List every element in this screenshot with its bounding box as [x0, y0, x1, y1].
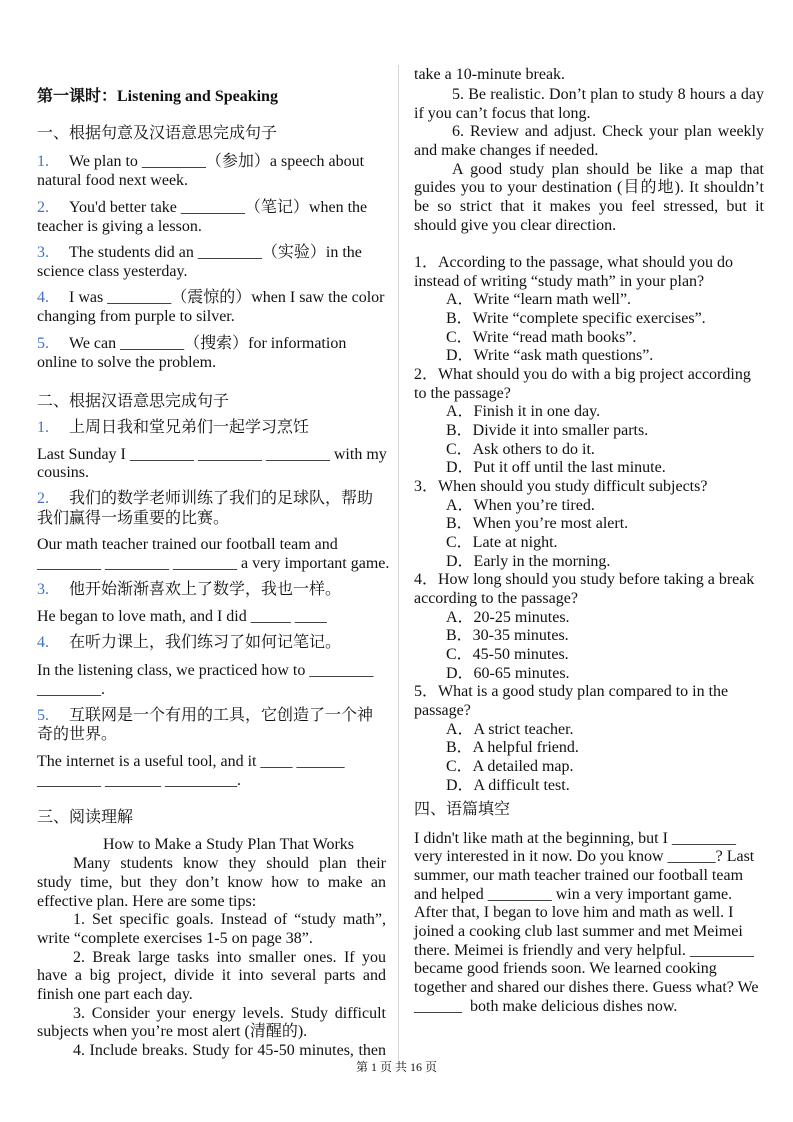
option-d[interactable]: D．Write “ask math questions”.	[446, 347, 654, 364]
passage-line: 1. Set specific goals. Instead of “study math”,	[73, 911, 386, 928]
item-text: online to solve the problem.	[37, 354, 217, 371]
item-number: 4.	[37, 289, 49, 306]
answer-line: Last Sunday I ________ ________ ________ with my	[37, 446, 387, 463]
question-stem: 2．What should you do with a big project according	[414, 366, 751, 383]
prompt-text: 我们的数学老师训练了我们的足球队，帮助	[69, 490, 374, 507]
option-c[interactable]: C．Write “read math books”.	[446, 329, 637, 346]
item-text: The students did an ________（实验）in the	[69, 244, 362, 261]
option-a[interactable]: A．Write “learn math well”.	[446, 291, 632, 308]
item-number: 4.	[37, 634, 49, 651]
exercise-item	[37, 198, 367, 217]
item-number: 3.	[37, 244, 49, 261]
passage-line: Many students know they should plan their	[73, 855, 386, 872]
question-stem: 1．According to the passage, what should you do	[414, 254, 734, 271]
item-text: You'd better take ________（笔记）when the	[69, 199, 368, 216]
passage-line: finish one part each day.	[37, 986, 193, 1003]
passage-line: should give you clear direction.	[414, 217, 617, 234]
exercise-item	[37, 152, 364, 171]
passage-line: if you can’t focus that long.	[414, 105, 591, 122]
option-c[interactable]: C．45-50 minutes.	[446, 646, 569, 663]
cloze-line: became good friends soon. We learned cooking	[414, 960, 717, 977]
passage-line: 6. Review and adjust. Check your plan weekly	[452, 123, 764, 140]
cloze-line: there. Meimei is friendly and very helpful. ________	[414, 942, 754, 959]
option-a[interactable]: A．When you’re tired.	[446, 497, 595, 514]
answer-line: ________ _______ _________.	[37, 772, 241, 789]
option-b[interactable]: B．A helpful friend.	[446, 739, 579, 756]
lesson-title: 第一课时：Listening and Speaking	[37, 88, 278, 105]
answer-line: ________ ________ ________ a very important game.	[37, 555, 390, 572]
passage-line: 2. Break large tasks into smaller ones. If you	[73, 949, 386, 966]
option-c[interactable]: C．Ask others to do it.	[446, 441, 595, 458]
section-heading: 四、语篇填空	[414, 801, 511, 818]
item-number: 5.	[37, 707, 49, 724]
translation-prompt	[37, 489, 373, 508]
prompt-text: 奇的世界。	[37, 726, 118, 743]
translation-prompt	[37, 580, 341, 599]
translation-prompt	[37, 418, 309, 437]
item-text: We can ________（搜索）for information	[69, 335, 347, 352]
question-stem: 5．What is a good study plan compared to in the	[414, 683, 729, 700]
option-d[interactable]: D．Put it off until the last minute.	[446, 459, 666, 476]
item-text: natural food next week.	[37, 172, 189, 189]
option-c[interactable]: C．A detailed map.	[446, 758, 574, 775]
cloze-line: joined a cooking club last summer and met Meimei	[414, 923, 743, 940]
exercise-item	[37, 334, 346, 353]
answer-line: cousins.	[37, 464, 89, 481]
question-stem: according to the passage?	[414, 590, 578, 607]
item-text: changing from purple to silver.	[37, 308, 235, 325]
passage-line: write “complete exercises 1-5 on page 38”.	[37, 930, 313, 947]
item-number: 1.	[37, 419, 49, 436]
passage-line: be so strict that it makes you feel stressed, but it	[414, 198, 764, 215]
item-number: 2.	[37, 490, 49, 507]
item-text: We plan to ________（参加）a speech about	[69, 153, 365, 170]
cloze-line: very interested in it now. Do you know ______? Last	[414, 848, 755, 865]
option-a[interactable]: A．Finish it in one day.	[446, 403, 601, 420]
cloze-line: together and shared our dishes there. Guess what? We	[414, 979, 759, 996]
passage-line: 5. Be realistic. Don’t plan to study 8 hours a day	[452, 86, 764, 103]
question-stem: to the passage?	[414, 385, 511, 402]
question-stem: instead of writing “study math” in your plan?	[414, 273, 705, 290]
option-b[interactable]: B．When you’re most alert.	[446, 515, 629, 532]
passage-line: have a big project, divide it into several parts and	[37, 967, 386, 984]
exercise-item	[37, 243, 362, 262]
passage-title: How to Make a Study Plan That Works	[103, 836, 354, 853]
option-a[interactable]: A．A strict teacher.	[446, 721, 574, 738]
prompt-text: 他开始渐渐喜欢上了数学，我也一样。	[69, 581, 342, 598]
answer-line: The internet is a useful tool, and it ____ ______	[37, 753, 345, 770]
item-number: 3.	[37, 581, 49, 598]
prompt-text: 在听力课上，我们练习了如何记笔记。	[69, 634, 342, 651]
item-number: 2.	[37, 199, 49, 216]
section-heading: 二、根据汉语意思完成句子	[37, 393, 230, 410]
passage-line: subjects when you’re most alert (清醒的).	[37, 1023, 308, 1040]
answer-line: In the listening class, we practiced how to ________	[37, 662, 374, 679]
option-b[interactable]: B．Divide it into smaller parts.	[446, 422, 649, 439]
prompt-text: 我们赢得一场重要的比赛。	[37, 510, 230, 527]
cloze-line: summer, our math teacher trained our football team	[414, 867, 744, 884]
option-d[interactable]: D．60-65 minutes.	[446, 665, 570, 682]
option-d[interactable]: D．A difficult test.	[446, 777, 570, 794]
cloze-line: ______ both make delicious dishes now.	[414, 998, 678, 1015]
prompt-text: 互联网是一个有用的工具，它创造了一个神	[69, 707, 374, 724]
section-heading: 一、根据句意及汉语意思完成句子	[37, 125, 278, 142]
cloze-line: I didn't like math at the beginning, but I ________	[414, 830, 736, 847]
page-number-footer: 第 1 页 共 16 页	[355, 1060, 437, 1074]
passage-line: 3. Consider your energy levels. Study difficult	[73, 1005, 386, 1022]
question-stem: 3．When should you study difficult subjects?	[414, 478, 708, 495]
option-a[interactable]: A．20-25 minutes.	[446, 609, 570, 626]
cloze-line: After that, I began to love him and math as well. I	[414, 904, 734, 921]
passage-line: and make changes if needed.	[414, 142, 599, 159]
passage-line: take a 10-minute break.	[414, 66, 566, 83]
cloze-line: and helped ________ win a very important game.	[414, 886, 733, 903]
translation-prompt	[37, 706, 373, 725]
passage-line: effective plan. Here are some tips:	[37, 893, 257, 910]
section-heading: 三、阅读理解	[37, 809, 134, 826]
answer-line: He began to love math, and I did _____ ____	[37, 608, 327, 625]
answer-line: ________.	[37, 681, 105, 698]
option-b[interactable]: B．Write “complete specific exercises”.	[446, 310, 706, 327]
item-text: teacher is giving a lesson.	[37, 218, 202, 235]
item-number: 1.	[37, 153, 49, 170]
passage-line: guides you to your destination (目的地). It shouldn’t	[414, 179, 764, 196]
item-number: 5.	[37, 335, 49, 352]
option-d[interactable]: D．Early in the morning.	[446, 553, 611, 570]
option-b[interactable]: B．30-35 minutes.	[446, 627, 569, 644]
passage-line: A good study plan should be like a map that	[452, 161, 764, 178]
passage-line: study time, but they don’t know how to make an	[37, 874, 386, 891]
question-stem: 4．How long should you study before taking a break	[414, 571, 755, 588]
column-divider	[398, 65, 399, 1060]
prompt-text: 上周日我和堂兄弟们一起学习烹饪	[69, 419, 310, 436]
option-c[interactable]: C．Late at night.	[446, 534, 558, 551]
item-text: science class yesterday.	[37, 263, 188, 280]
answer-line: Our math teacher trained our football team and	[37, 536, 338, 553]
exercise-item	[37, 288, 385, 307]
item-text: I was ________（震惊的）when I saw the color	[69, 289, 385, 306]
question-stem: passage?	[414, 702, 471, 719]
translation-prompt	[37, 633, 341, 652]
passage-line: 4. Include breaks. Study for 45-50 minutes, then	[73, 1042, 386, 1059]
